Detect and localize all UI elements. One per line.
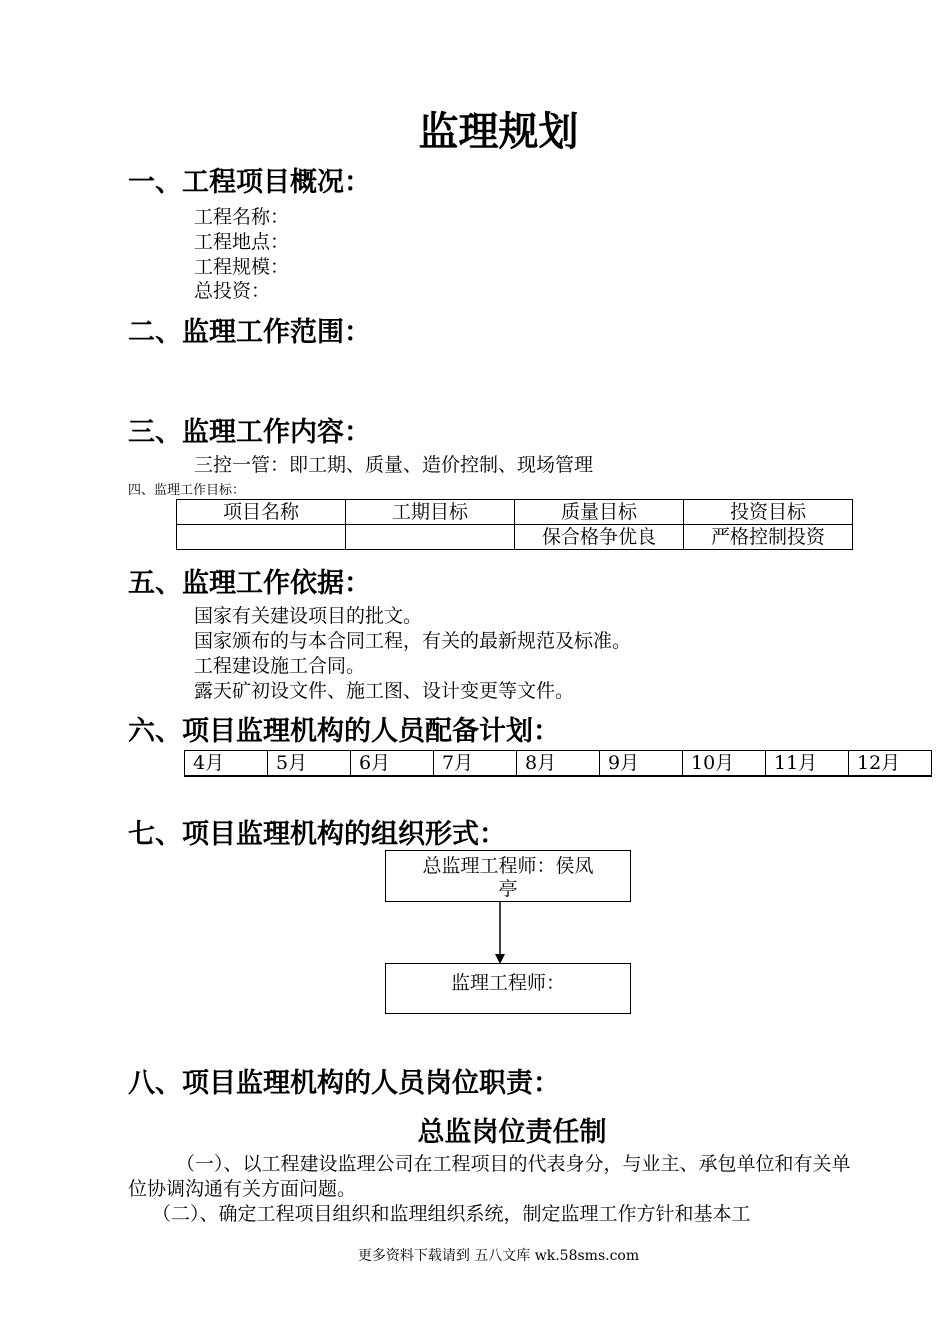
section-7-heading: 七、项目监理机构的组织形式： <box>128 819 506 850</box>
basis-line-4: 露天矿初设文件、施工图、设计变更等文件。 <box>194 680 575 702</box>
engineer-box <box>385 963 631 1014</box>
table-row <box>185 776 932 777</box>
month-cell: 7月 <box>434 751 517 776</box>
empty-cell <box>268 776 351 777</box>
header-investment-goal: 投资目标 <box>684 500 853 525</box>
section-3-heading: 三、监理工作内容： <box>128 417 371 448</box>
month-cell: 10月 <box>683 751 766 776</box>
page-title: 监理规划 <box>418 109 579 155</box>
chief-responsibility-title: 总监岗位责任制 <box>417 1117 607 1148</box>
empty-cell <box>849 776 932 777</box>
empty-cell <box>185 776 268 777</box>
section-6-heading: 六、项目监理机构的人员配备计划： <box>128 716 560 747</box>
work-goals-table <box>176 499 853 550</box>
staffing-plan-table <box>184 750 932 777</box>
chief-engineer-label: 总监理工程师：侯凤 <box>422 855 594 877</box>
month-cell: 12月 <box>849 751 932 776</box>
basis-line-3: 工程建设施工合同。 <box>194 655 366 677</box>
responsibility-paragraph-2: （二）、确定工程项目组织和监理组织系统，制定监理工作方针和基本工 <box>152 1203 751 1225</box>
section-2-heading: 二、监理工作范围： <box>128 317 371 348</box>
table-header-row <box>177 500 853 525</box>
work-content-line: 三控一管：即工期、质量、造价控制、现场管理 <box>194 454 594 476</box>
cell-schedule-goal <box>346 525 515 550</box>
header-quality-goal: 质量目标 <box>515 500 684 525</box>
chief-engineer-label-continued: 亭 <box>498 878 518 900</box>
section-1-heading: 一、工程项目概况： <box>128 167 371 198</box>
section-5-heading: 五、监理工作依据： <box>128 568 371 599</box>
month-cell: 5月 <box>268 751 351 776</box>
project-location-line: 工程地点： <box>194 231 290 253</box>
cell-quality-goal: 保合格争优良 <box>515 525 684 550</box>
section-4-heading: 四、监理工作目标： <box>128 483 246 498</box>
empty-cell <box>351 776 434 777</box>
org-chart-arrow <box>492 902 508 964</box>
cell-investment-goal: 严格控制投资 <box>684 525 853 550</box>
empty-cell <box>434 776 517 777</box>
responsibility-paragraph-1: （一）、以工程建设监理公司在工程项目的代表身分，与业主、承包单位和有关单位协调沟通有关方面问题。 <box>128 1153 851 1200</box>
header-project-name: 项目名称 <box>177 500 346 525</box>
total-investment-line: 总投资： <box>194 280 271 302</box>
basis-line-1: 国家有关建设项目的批文。 <box>194 605 423 627</box>
chief-engineer-box <box>385 850 631 902</box>
section-8-heading: 八、项目监理机构的人员岗位职责： <box>128 1068 560 1099</box>
month-cell: 4月 <box>185 751 268 776</box>
empty-cell <box>683 776 766 777</box>
basis-line-2: 国家颁布的与本合同工程，有关的最新规范及标准。 <box>194 630 632 652</box>
cell-project-name <box>177 525 346 550</box>
engineer-label: 监理工程师： <box>450 972 565 994</box>
project-name-line: 工程名称： <box>194 206 290 228</box>
header-schedule-goal: 工期目标 <box>346 500 515 525</box>
month-cell: 9月 <box>600 751 683 776</box>
month-cell: 11月 <box>766 751 849 776</box>
empty-cell <box>517 776 600 777</box>
table-row <box>177 525 853 550</box>
table-header-row <box>185 751 932 776</box>
month-cell: 6月 <box>351 751 434 776</box>
month-cell: 8月 <box>517 751 600 776</box>
empty-cell <box>600 776 683 777</box>
footer-note: 更多资料下载请到 五八文库 wk.58sms.com <box>357 1248 640 1264</box>
project-scale-line: 工程规模： <box>194 256 290 278</box>
empty-cell <box>766 776 849 777</box>
